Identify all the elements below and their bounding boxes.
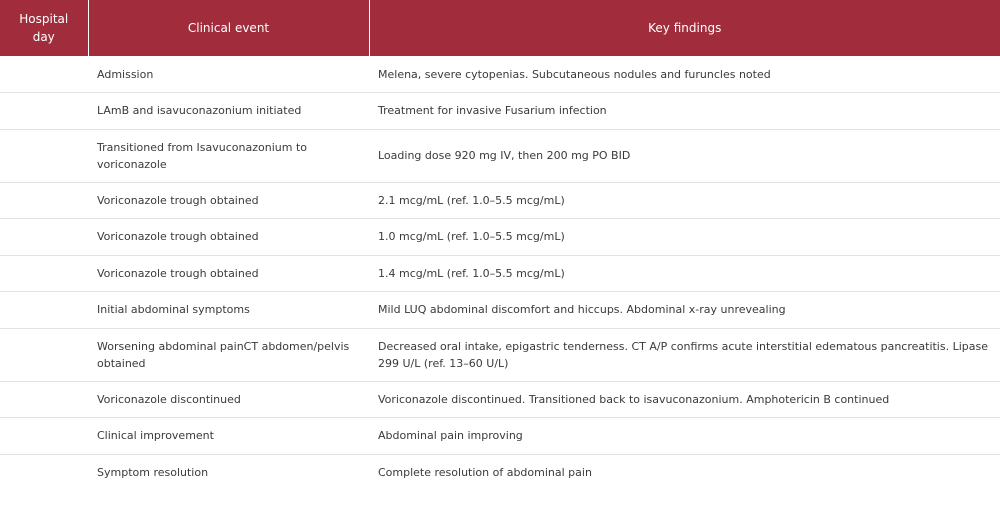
- table-header: [0, 0, 1000, 56]
- table-row: [0, 219, 1000, 256]
- key-findings-cell: Complete resolution of abdominal pain: [378, 466, 592, 479]
- clinical-event-cell: Voriconazole trough obtained: [88, 255, 369, 292]
- hospital-day-cell: [0, 93, 88, 130]
- hospital-day-cell: [0, 129, 88, 182]
- header-clinical-event: Clinical event: [88, 0, 369, 56]
- clinical-event-cell: LAmB and isavuconazonium initiated: [88, 93, 369, 130]
- key-findings-cell: Decreased oral intake, epigastric tenderness. CT A/P confirms acute interstitial edematous pancreatitis. Lipase 299 U/L (ref. 13–60 U/L): [369, 328, 1000, 381]
- clinical-event-cell: Voriconazole trough obtained: [88, 182, 369, 219]
- clinical-event-cell: Transitioned from Isavuconazonium to voriconazole: [88, 129, 369, 182]
- table-row: [0, 292, 1000, 329]
- key-findings-cell: Treatment for invasive Fusarium infection: [369, 93, 1000, 130]
- clinical-event-cell: Worsening abdominal painCT abdomen/pelvis obtained: [88, 328, 369, 381]
- key-findings-cell: Loading dose 920 mg IV, then 200 mg PO BID: [369, 129, 1000, 182]
- hospital-day-cell: [0, 454, 88, 491]
- table-row: [0, 454, 1000, 491]
- key-findings-cell: 1.0 mcg/mL (ref. 1.0–5.5 mcg/mL): [369, 219, 1000, 256]
- key-findings-cell: Voriconazole discontinued. Transitioned back to isavuconazonium. Amphotericin B continued: [369, 381, 1000, 418]
- table-row: [0, 418, 1000, 455]
- clinical-event-cell: Clinical improvement: [88, 418, 369, 455]
- hospital-day-cell: [0, 381, 88, 418]
- table-row: [0, 328, 1000, 381]
- clinical-event-cell: Symptom resolution: [97, 466, 209, 479]
- key-findings-cell: 2.1 mcg/mL (ref. 1.0–5.5 mcg/mL): [369, 182, 1000, 219]
- table-row: [0, 381, 1000, 418]
- header-key-findings: Key findings: [369, 0, 1000, 56]
- table-row: [0, 255, 1000, 292]
- key-findings-cell: Mild LUQ abdominal discomfort and hiccups. Abdominal x-ray unrevealing: [369, 292, 1000, 329]
- hospital-day-cell: [0, 418, 88, 455]
- header-row: [0, 0, 1000, 56]
- table-row: [0, 56, 1000, 93]
- hospital-day-cell: [0, 292, 88, 329]
- table-row: [0, 93, 1000, 130]
- key-findings-cell: Abdominal pain improving: [369, 418, 1000, 455]
- hospital-day-cell: [0, 56, 88, 93]
- clinical-event-cell: Admission: [88, 56, 369, 93]
- hospital-day-cell: [0, 328, 88, 381]
- hospital-day-cell: [0, 255, 88, 292]
- clinical-event-cell: Voriconazole trough obtained: [88, 219, 369, 256]
- key-findings-cell: Melena, severe cytopenias. Subcutaneous nodules and furuncles noted: [369, 56, 1000, 93]
- hospital-day-cell: [0, 219, 88, 256]
- hospital-day-cell: [0, 182, 88, 219]
- table-row: [0, 182, 1000, 219]
- header-hospital-day: Hospital day: [0, 0, 88, 56]
- table-body: [0, 56, 1000, 491]
- clinical-event-cell: Initial abdominal symptoms: [88, 292, 369, 329]
- clinical-event-cell: Voriconazole discontinued: [88, 381, 369, 418]
- key-findings-cell: 1.4 mcg/mL (ref. 1.0–5.5 mcg/mL): [369, 255, 1000, 292]
- table-row: [0, 129, 1000, 182]
